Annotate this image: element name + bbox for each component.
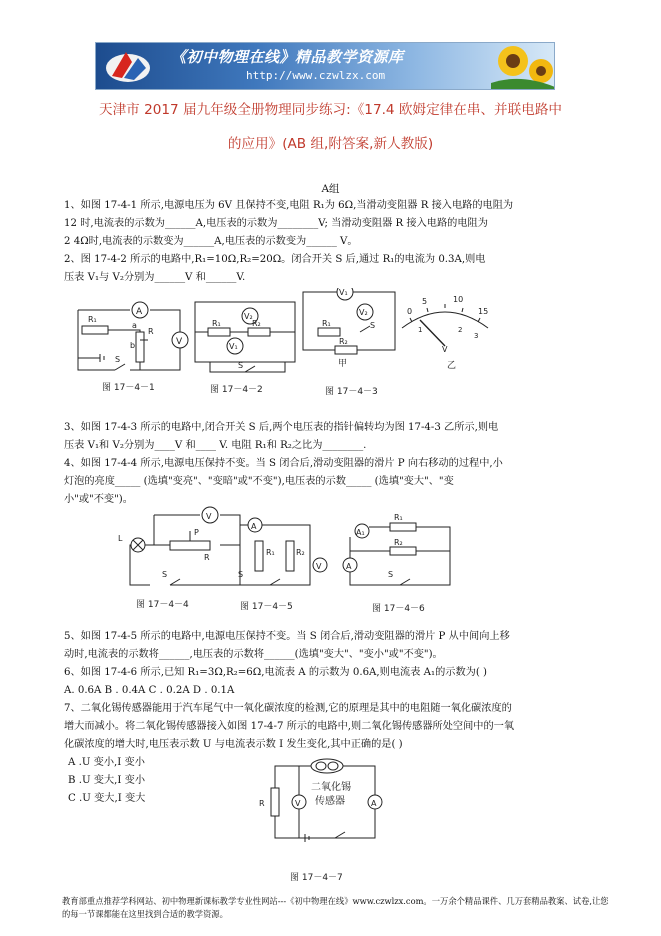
svg-text:1: 1 xyxy=(418,326,423,334)
q7-line3: 化碳浓度的增大时,电压表示数 U 与电流表示数 I 发生变化,其中正确的是( ) xyxy=(64,739,403,750)
fig-yi-label: 乙 xyxy=(447,361,457,371)
q7-line2: 增大而减小。将二氧化锡传感器接入如图 17-4-7 所示的电路中,则二氧化锡传感器所处空间中的一氧 xyxy=(64,721,515,732)
circuit-17-4-6 xyxy=(343,513,450,585)
q3-line2: 压表 V₁和 V₂分别为____V 和____ V. 电阻 R₁和 R₂之比为________. xyxy=(64,440,367,451)
svg-text:V: V xyxy=(442,345,448,354)
fig-17-4-6-caption: 图 17－4－6 xyxy=(372,604,425,614)
svg-text:R₁: R₁ xyxy=(212,319,221,328)
svg-text:S: S xyxy=(370,321,376,330)
svg-text:R₁: R₁ xyxy=(88,315,97,324)
svg-text:A: A xyxy=(371,799,377,808)
svg-text:5: 5 xyxy=(422,297,428,306)
svg-text:V₂: V₂ xyxy=(244,312,253,321)
q2-line1: 2、图 17-4-2 所示的电路中,R₁=10Ω,R₂=20Ω。闭合开关 S 后,通过 R₁的电流为 0.3A,则电 xyxy=(64,254,486,265)
q7-option-c: C .U 变大,I 变大 xyxy=(68,793,146,804)
svg-text:V: V xyxy=(206,512,212,521)
q2-line2: 压表 V₁与 V₂分别为______V 和______V. xyxy=(64,272,246,283)
q1-line2: 12 时,电流表的示数为______A,电压表的示数为________V; 当滑动变阻器 R 接入电路的电阻为 xyxy=(64,218,488,229)
svg-text:V₂: V₂ xyxy=(359,308,368,317)
svg-text:10: 10 xyxy=(453,295,464,304)
voltmeter-dial xyxy=(402,295,488,354)
logo-icon xyxy=(102,46,154,86)
q7-option-b: B .U 变大,I 变小 xyxy=(68,775,146,786)
q3-line1: 3、如图 17-4-3 所示的电路中,闭合开关 S 后,两个电压表的指针偏转均为图 17-4-3 乙所示,则电 xyxy=(64,422,499,433)
svg-text:S: S xyxy=(388,570,394,579)
svg-text:V: V xyxy=(176,337,183,347)
q7-line1: 7、二氧化锡传感器能用于汽车尾气中一氧化碳浓度的检测,它的原理是其中的电阻随一氧化碳浓度的 xyxy=(64,703,512,714)
svg-text:P: P xyxy=(194,528,199,537)
figures-row-2 xyxy=(110,505,490,617)
circuit-17-4-3 xyxy=(303,288,395,354)
svg-text:S: S xyxy=(238,361,244,370)
svg-text:S: S xyxy=(238,570,244,579)
q7-option-a: A .U 变小,I 变小 xyxy=(68,757,145,768)
q4-line1: 4、如图 17-4-4 所示,电源电压保持不变。当 S 闭合后,滑动变阻器的滑片 P 向右移动的过程中,小 xyxy=(64,458,503,469)
svg-text:R₁: R₁ xyxy=(266,548,275,557)
svg-text:传感器: 传感器 xyxy=(315,796,345,807)
svg-text:R₂: R₂ xyxy=(252,319,261,328)
svg-text:R: R xyxy=(148,327,154,336)
q4-line3: 小"或"不变")。 xyxy=(64,494,133,505)
header-banner xyxy=(95,42,555,90)
circuit-17-4-4 xyxy=(118,507,240,585)
q1-line1: 1、如图 17-4-1 所示,电源电压为 6V 且保持不变,电阻 R₁为 6Ω,当滑动变阻器 R 接入电路的电阻为 xyxy=(64,200,514,211)
banner-url[interactable]: http://www.czwlzx.com xyxy=(246,69,386,82)
q6-line1: 6、如图 17-4-6 所示,已知 R₁=3Ω,R₂=6Ω,电流表 A 的示数为 0.6A,则电流表 A₁的示数为( ) xyxy=(64,667,488,678)
section-heading: A组 xyxy=(321,183,340,195)
q5-line2: 动时,电流表的示数将______,电压表的示数将______(选填"变大"、"变小"或"不变")。 xyxy=(64,649,443,660)
svg-text:R₁: R₁ xyxy=(322,319,331,328)
page-footer: 教育部重点推荐学科网站、初中物理新课标教学专业性网站---《初中物理在线》www.czwlzx.com。一万余个精品课件、几万套精品教案、试卷,让您的每一节课都能在这里找到合适的教学资源。 xyxy=(62,896,609,919)
q4-line2: 灯泡的亮度_____ (选填"变亮"、"变暗"或"不变"),电压表的示数_____ (选填"变大"、"变 xyxy=(64,476,454,487)
circuit-17-4-7 xyxy=(255,752,395,862)
fig-17-4-4-caption: 图 17－4－4 xyxy=(136,600,189,610)
svg-text:R₁: R₁ xyxy=(394,513,403,522)
svg-text:V: V xyxy=(295,799,301,808)
document-title-line2: 的应用》(AB 组,附答案,新人教版) xyxy=(227,136,434,152)
fig-17-4-1-caption: 图 17－4－1 xyxy=(102,383,155,393)
circuit-17-4-2 xyxy=(195,302,295,372)
q6-options: A. 0.6A B . 0.4A C . 0.2A D . 0.1A xyxy=(64,685,235,696)
svg-text:2: 2 xyxy=(458,326,463,334)
circuit-17-4-5 xyxy=(238,518,327,585)
sunflower-icon xyxy=(491,43,555,89)
svg-text:S: S xyxy=(115,355,121,364)
svg-text:R₂: R₂ xyxy=(296,548,305,557)
svg-text:R: R xyxy=(204,553,210,562)
svg-text:0: 0 xyxy=(407,307,413,316)
banner-title: 《初中物理在线》精品教学资源库 xyxy=(171,48,404,66)
q5-line1: 5、如图 17-4-5 所示的电路中,电源电压保持不变。当 S 闭合后,滑动变阻器的滑片 P 从中间向上移 xyxy=(64,631,510,642)
document-title-line1: 天津市 2017 届九年级全册物理同步练习:《17.4 欧姆定律在串、并联电路中 xyxy=(98,102,563,118)
fig-17-4-5-caption: 图 17－4－5 xyxy=(240,602,293,612)
svg-text:A: A xyxy=(346,562,352,571)
svg-text:b: b xyxy=(130,341,136,350)
svg-text:V: V xyxy=(316,562,322,571)
svg-text:A₁: A₁ xyxy=(356,528,365,537)
svg-text:R: R xyxy=(259,799,265,808)
figures-row-1 xyxy=(60,288,500,400)
svg-text:二氧化锡: 二氧化锡 xyxy=(311,782,351,793)
svg-text:a: a xyxy=(132,321,137,330)
svg-text:A: A xyxy=(136,307,143,317)
svg-text:R₂: R₂ xyxy=(394,538,403,547)
fig-jia-label: 甲 xyxy=(338,359,348,369)
svg-text:3: 3 xyxy=(474,332,479,340)
fig-17-4-7-caption: 图 17－4－7 xyxy=(290,873,343,883)
fig-17-4-2-caption: 图 17－4－2 xyxy=(210,385,263,395)
fig-17-4-3-caption: 图 17－4－3 xyxy=(325,387,378,397)
svg-text:R₂: R₂ xyxy=(339,337,348,346)
q1-line3: 2 4Ω时,电流表的示数变为______A,电压表的示数变为______ V。 xyxy=(64,236,358,247)
circuit-17-4-1 xyxy=(78,302,188,370)
svg-text:V₁: V₁ xyxy=(229,342,238,351)
svg-text:V₁: V₁ xyxy=(339,288,348,297)
svg-text:S: S xyxy=(162,570,168,579)
svg-text:A: A xyxy=(251,522,257,531)
svg-text:15: 15 xyxy=(478,307,489,316)
svg-text:L: L xyxy=(118,534,123,543)
